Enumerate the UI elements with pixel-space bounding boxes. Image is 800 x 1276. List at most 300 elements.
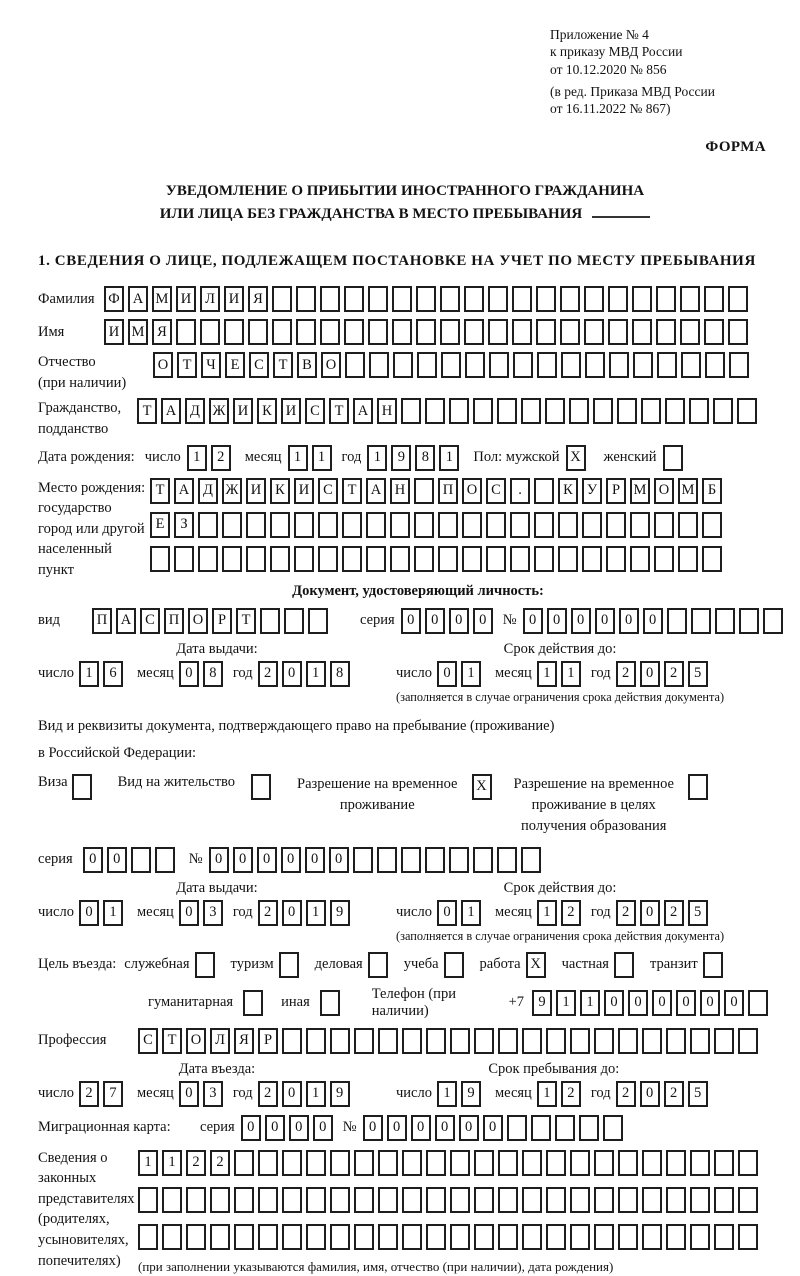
char-box[interactable]: 0 [473,608,493,634]
char-box[interactable] [666,1224,686,1250]
char-box[interactable] [545,398,565,424]
char-box[interactable]: 0 [179,661,199,687]
char-box[interactable]: 0 [628,990,648,1016]
char-box[interactable] [498,1028,518,1054]
char-box[interactable]: 1 [367,445,387,471]
char-box[interactable]: Я [152,319,172,345]
char-box[interactable]: Д [198,478,218,504]
char-box[interactable]: 8 [203,661,223,687]
char-box[interactable] [320,990,340,1016]
char-box[interactable]: 1 [461,900,481,926]
char-box[interactable]: 2 [258,1081,278,1107]
char-box[interactable]: 0 [107,847,127,873]
char-box[interactable] [546,1028,566,1054]
char-box[interactable] [633,352,653,378]
char-box[interactable] [438,546,458,572]
char-box[interactable] [320,286,340,312]
char-box[interactable]: 2 [664,1081,684,1107]
char-box[interactable] [691,608,711,634]
char-box[interactable]: А [353,398,373,424]
char-box[interactable]: Л [200,286,220,312]
char-box[interactable]: 1 [79,661,99,687]
char-box[interactable]: 0 [329,847,349,873]
char-box[interactable] [474,1028,494,1054]
char-box[interactable] [594,1224,614,1250]
char-box[interactable] [606,512,626,538]
char-box[interactable] [534,546,554,572]
char-box[interactable]: 8 [415,445,435,471]
char-box[interactable] [414,512,434,538]
char-box[interactable] [246,546,266,572]
char-box[interactable]: П [164,608,184,634]
char-box[interactable]: 8 [330,661,350,687]
char-box[interactable] [282,1224,302,1250]
char-box[interactable]: П [438,478,458,504]
char-box[interactable] [688,774,708,800]
char-box[interactable]: И [233,398,253,424]
char-box[interactable] [689,398,709,424]
char-box[interactable]: 1 [537,661,557,687]
char-box[interactable] [666,1028,686,1054]
char-box[interactable] [342,512,362,538]
char-box[interactable] [702,546,722,572]
char-box[interactable] [368,319,388,345]
char-box[interactable] [714,1028,734,1054]
char-box[interactable] [392,319,412,345]
char-box[interactable]: 0 [282,661,302,687]
char-box[interactable]: 0 [411,1115,431,1141]
char-box[interactable] [522,1187,542,1213]
char-box[interactable] [486,512,506,538]
char-box[interactable]: 1 [306,1081,326,1107]
char-box[interactable] [555,1115,575,1141]
char-box[interactable] [318,512,338,538]
char-box[interactable] [320,319,340,345]
char-box[interactable] [195,952,215,978]
char-box[interactable] [582,546,602,572]
char-box[interactable] [630,512,650,538]
char-box[interactable] [681,352,701,378]
char-box[interactable]: 1 [580,990,600,1016]
char-box[interactable] [497,847,517,873]
char-box[interactable]: Н [377,398,397,424]
char-box[interactable] [366,546,386,572]
char-box[interactable]: 0 [640,900,660,926]
char-box[interactable]: Т [342,478,362,504]
char-box[interactable] [702,512,722,538]
char-box[interactable]: 5 [688,900,708,926]
char-box[interactable] [531,1115,551,1141]
char-box[interactable] [536,286,556,312]
char-box[interactable] [667,608,687,634]
char-box[interactable] [414,478,434,504]
char-box[interactable]: И [104,319,124,345]
char-box[interactable]: 6 [103,661,123,687]
char-box[interactable]: 0 [700,990,720,1016]
char-box[interactable] [174,546,194,572]
char-box[interactable]: О [153,352,173,378]
char-box[interactable] [176,319,196,345]
char-box[interactable]: 0 [459,1115,479,1141]
char-box[interactable] [513,352,533,378]
char-box[interactable] [534,478,554,504]
char-box[interactable] [440,319,460,345]
char-box[interactable] [294,512,314,538]
char-box[interactable] [426,1187,446,1213]
char-box[interactable] [354,1224,374,1250]
char-box[interactable] [570,1224,590,1250]
char-box[interactable]: 0 [437,661,457,687]
char-box[interactable] [368,952,388,978]
char-box[interactable] [401,398,421,424]
char-box[interactable]: Т [162,1028,182,1054]
char-box[interactable] [763,608,783,634]
char-box[interactable] [138,1187,158,1213]
char-box[interactable]: Ф [104,286,124,312]
char-box[interactable] [560,286,580,312]
char-box[interactable] [546,1187,566,1213]
char-box[interactable] [642,1028,662,1054]
char-box[interactable] [272,286,292,312]
char-box[interactable]: А [116,608,136,634]
char-box[interactable]: Т [177,352,197,378]
char-box[interactable] [561,352,581,378]
char-box[interactable]: 0 [437,900,457,926]
char-box[interactable]: С [249,352,269,378]
char-box[interactable] [198,546,218,572]
char-box[interactable]: И [281,398,301,424]
char-box[interactable]: 1 [187,445,207,471]
char-box[interactable]: 0 [435,1115,455,1141]
char-box[interactable]: 0 [425,608,445,634]
char-box[interactable]: С [318,478,338,504]
char-box[interactable] [632,319,652,345]
char-box[interactable] [593,398,613,424]
char-box[interactable] [704,286,724,312]
char-box[interactable]: 1 [437,1081,457,1107]
char-box[interactable]: О [654,478,674,504]
char-box[interactable] [488,286,508,312]
char-box[interactable]: 0 [281,847,301,873]
char-box[interactable] [748,990,768,1016]
char-box[interactable] [390,512,410,538]
char-box[interactable] [330,1028,350,1054]
char-box[interactable] [345,352,365,378]
char-box[interactable] [354,1028,374,1054]
char-box[interactable]: Ж [222,478,242,504]
char-box[interactable] [512,286,532,312]
char-box[interactable] [617,398,637,424]
char-box[interactable] [440,286,460,312]
char-box[interactable] [392,286,412,312]
char-box[interactable] [608,319,628,345]
char-box[interactable]: О [188,608,208,634]
char-box[interactable] [618,1187,638,1213]
char-box[interactable] [444,952,464,978]
char-box[interactable]: 9 [391,445,411,471]
char-box[interactable]: К [558,478,578,504]
char-box[interactable]: У [582,478,602,504]
char-box[interactable] [507,1115,527,1141]
char-box[interactable] [441,352,461,378]
char-box[interactable] [657,352,677,378]
char-box[interactable] [330,1187,350,1213]
char-box[interactable] [465,352,485,378]
char-box[interactable] [630,546,650,572]
char-box[interactable] [308,608,328,634]
char-box[interactable]: 0 [282,1081,302,1107]
char-box[interactable] [570,1028,590,1054]
char-box[interactable] [462,512,482,538]
char-box[interactable]: 0 [313,1115,333,1141]
char-box[interactable] [390,546,410,572]
char-box[interactable] [729,352,749,378]
char-box[interactable]: С [138,1028,158,1054]
char-box[interactable]: 2 [561,1081,581,1107]
char-box[interactable] [162,1224,182,1250]
char-box[interactable] [251,774,271,800]
char-box[interactable] [654,546,674,572]
char-box[interactable] [342,546,362,572]
char-box[interactable]: 0 [483,1115,503,1141]
char-box[interactable]: Е [150,512,170,538]
char-box[interactable] [450,1028,470,1054]
char-box[interactable]: 0 [179,900,199,926]
char-box[interactable] [594,1028,614,1054]
char-box[interactable] [258,1224,278,1250]
char-box[interactable] [534,512,554,538]
char-box[interactable]: Я [234,1028,254,1054]
char-box[interactable]: 0 [257,847,277,873]
char-box[interactable] [738,1028,758,1054]
char-box[interactable]: 0 [619,608,639,634]
char-box[interactable] [618,1224,638,1250]
char-box[interactable]: 0 [652,990,672,1016]
char-box[interactable] [450,1187,470,1213]
char-box[interactable] [354,1187,374,1213]
char-box[interactable] [488,319,508,345]
char-box[interactable] [680,319,700,345]
char-box[interactable] [737,398,757,424]
char-box[interactable] [738,1224,758,1250]
char-box[interactable] [594,1187,614,1213]
char-box[interactable] [704,319,724,345]
char-box[interactable] [186,1224,206,1250]
char-box[interactable]: К [257,398,277,424]
char-box[interactable]: 0 [233,847,253,873]
char-box[interactable] [401,847,421,873]
char-box[interactable]: 0 [179,1081,199,1107]
char-box[interactable]: Б [702,478,722,504]
char-box[interactable] [584,286,604,312]
char-box[interactable] [294,546,314,572]
char-box[interactable] [642,1187,662,1213]
char-box[interactable]: О [462,478,482,504]
char-box[interactable] [270,546,290,572]
char-box[interactable]: 1 [461,661,481,687]
char-box[interactable]: 2 [258,900,278,926]
char-box[interactable]: 0 [79,900,99,926]
char-box[interactable] [282,1028,302,1054]
char-box[interactable]: С [305,398,325,424]
char-box[interactable]: К [270,478,290,504]
char-box[interactable] [438,512,458,538]
char-box[interactable] [618,1028,638,1054]
char-box[interactable] [378,1028,398,1054]
char-box[interactable]: З [174,512,194,538]
char-box[interactable] [344,319,364,345]
char-box[interactable] [210,1224,230,1250]
char-box[interactable] [510,512,530,538]
char-box[interactable] [353,847,373,873]
char-box[interactable]: 0 [265,1115,285,1141]
char-box[interactable] [417,352,437,378]
char-box[interactable]: 0 [523,608,543,634]
char-box[interactable] [510,546,530,572]
char-box[interactable] [728,286,748,312]
char-box[interactable] [603,1115,623,1141]
char-box[interactable]: 2 [616,661,636,687]
char-box[interactable] [416,286,436,312]
char-box[interactable]: 0 [547,608,567,634]
char-box[interactable]: Ж [209,398,229,424]
char-box[interactable]: Л [210,1028,230,1054]
char-box[interactable]: 0 [305,847,325,873]
char-box[interactable]: С [486,478,506,504]
char-box[interactable] [258,1187,278,1213]
char-box[interactable]: О [321,352,341,378]
char-box[interactable] [393,352,413,378]
char-box[interactable]: М [630,478,650,504]
char-box[interactable] [522,1028,542,1054]
char-box[interactable] [369,352,389,378]
char-box[interactable]: Е [225,352,245,378]
char-box[interactable]: 0 [289,1115,309,1141]
char-box[interactable]: 1 [306,661,326,687]
char-box[interactable]: 9 [461,1081,481,1107]
char-box[interactable]: Т [150,478,170,504]
char-box[interactable] [402,1028,422,1054]
char-box[interactable] [663,445,683,471]
char-box[interactable]: И [224,286,244,312]
char-box[interactable]: 0 [241,1115,261,1141]
char-box[interactable] [582,512,602,538]
char-box[interactable] [522,1224,542,1250]
char-box[interactable] [248,319,268,345]
char-box[interactable]: О [186,1028,206,1054]
char-box[interactable]: 1 [138,1150,158,1176]
char-box[interactable] [489,352,509,378]
char-box[interactable] [738,1187,758,1213]
char-box[interactable] [330,1224,350,1250]
char-box[interactable] [474,1187,494,1213]
char-box[interactable]: 0 [387,1115,407,1141]
char-box[interactable]: 0 [676,990,696,1016]
char-box[interactable]: 1 [306,900,326,926]
char-box[interactable] [131,847,151,873]
char-box[interactable] [198,512,218,538]
char-box[interactable] [186,1187,206,1213]
char-box[interactable]: Т [236,608,256,634]
char-box[interactable]: 1 [556,990,576,1016]
char-box[interactable] [450,1224,470,1250]
char-box[interactable]: 2 [258,661,278,687]
char-box[interactable]: 2 [616,900,636,926]
char-box[interactable]: И [176,286,196,312]
char-box[interactable] [306,1187,326,1213]
char-box[interactable]: 0 [640,1081,660,1107]
char-box[interactable] [318,546,338,572]
char-box[interactable] [642,1224,662,1250]
char-box[interactable]: И [294,478,314,504]
char-box[interactable]: 2 [561,900,581,926]
char-box[interactable] [243,990,263,1016]
char-box[interactable] [570,1187,590,1213]
char-box[interactable]: 1 [162,1150,182,1176]
char-box[interactable] [558,512,578,538]
char-box[interactable]: 2 [186,1150,206,1176]
char-box[interactable]: 7 [103,1081,123,1107]
char-box[interactable] [378,1187,398,1213]
char-box[interactable]: 0 [282,900,302,926]
char-box[interactable]: 1 [312,445,332,471]
char-box[interactable]: 0 [209,847,229,873]
char-box[interactable] [462,546,482,572]
char-box[interactable] [366,512,386,538]
char-box[interactable] [473,398,493,424]
char-box[interactable] [449,398,469,424]
char-box[interactable] [426,1224,446,1250]
char-box[interactable]: 0 [401,608,421,634]
char-box[interactable] [449,847,469,873]
char-box[interactable] [486,546,506,572]
char-box[interactable] [713,398,733,424]
char-box[interactable] [306,1028,326,1054]
char-box[interactable] [560,319,580,345]
char-box[interactable]: 1 [561,661,581,687]
char-box[interactable] [680,286,700,312]
char-box[interactable] [306,1224,326,1250]
char-box[interactable] [272,319,292,345]
char-box[interactable] [558,546,578,572]
char-box[interactable]: 2 [79,1081,99,1107]
char-box[interactable]: Р [606,478,626,504]
char-box[interactable] [378,1224,398,1250]
char-box[interactable]: 1 [103,900,123,926]
char-box[interactable]: М [678,478,698,504]
char-box[interactable] [656,286,676,312]
char-box[interactable] [282,1187,302,1213]
char-box[interactable] [606,546,626,572]
char-box[interactable]: X [566,445,586,471]
char-box[interactable] [536,319,556,345]
char-box[interactable] [222,546,242,572]
char-box[interactable]: 1 [537,900,557,926]
char-box[interactable] [579,1115,599,1141]
char-box[interactable] [498,1187,518,1213]
char-box[interactable] [416,319,436,345]
char-box[interactable] [585,352,605,378]
char-box[interactable] [234,1224,254,1250]
char-box[interactable] [739,608,759,634]
char-box[interactable] [690,1187,710,1213]
char-box[interactable]: 1 [537,1081,557,1107]
char-box[interactable]: 1 [288,445,308,471]
char-box[interactable] [72,774,92,800]
char-box[interactable]: 0 [363,1115,383,1141]
char-box[interactable] [402,1187,422,1213]
char-box[interactable] [654,512,674,538]
